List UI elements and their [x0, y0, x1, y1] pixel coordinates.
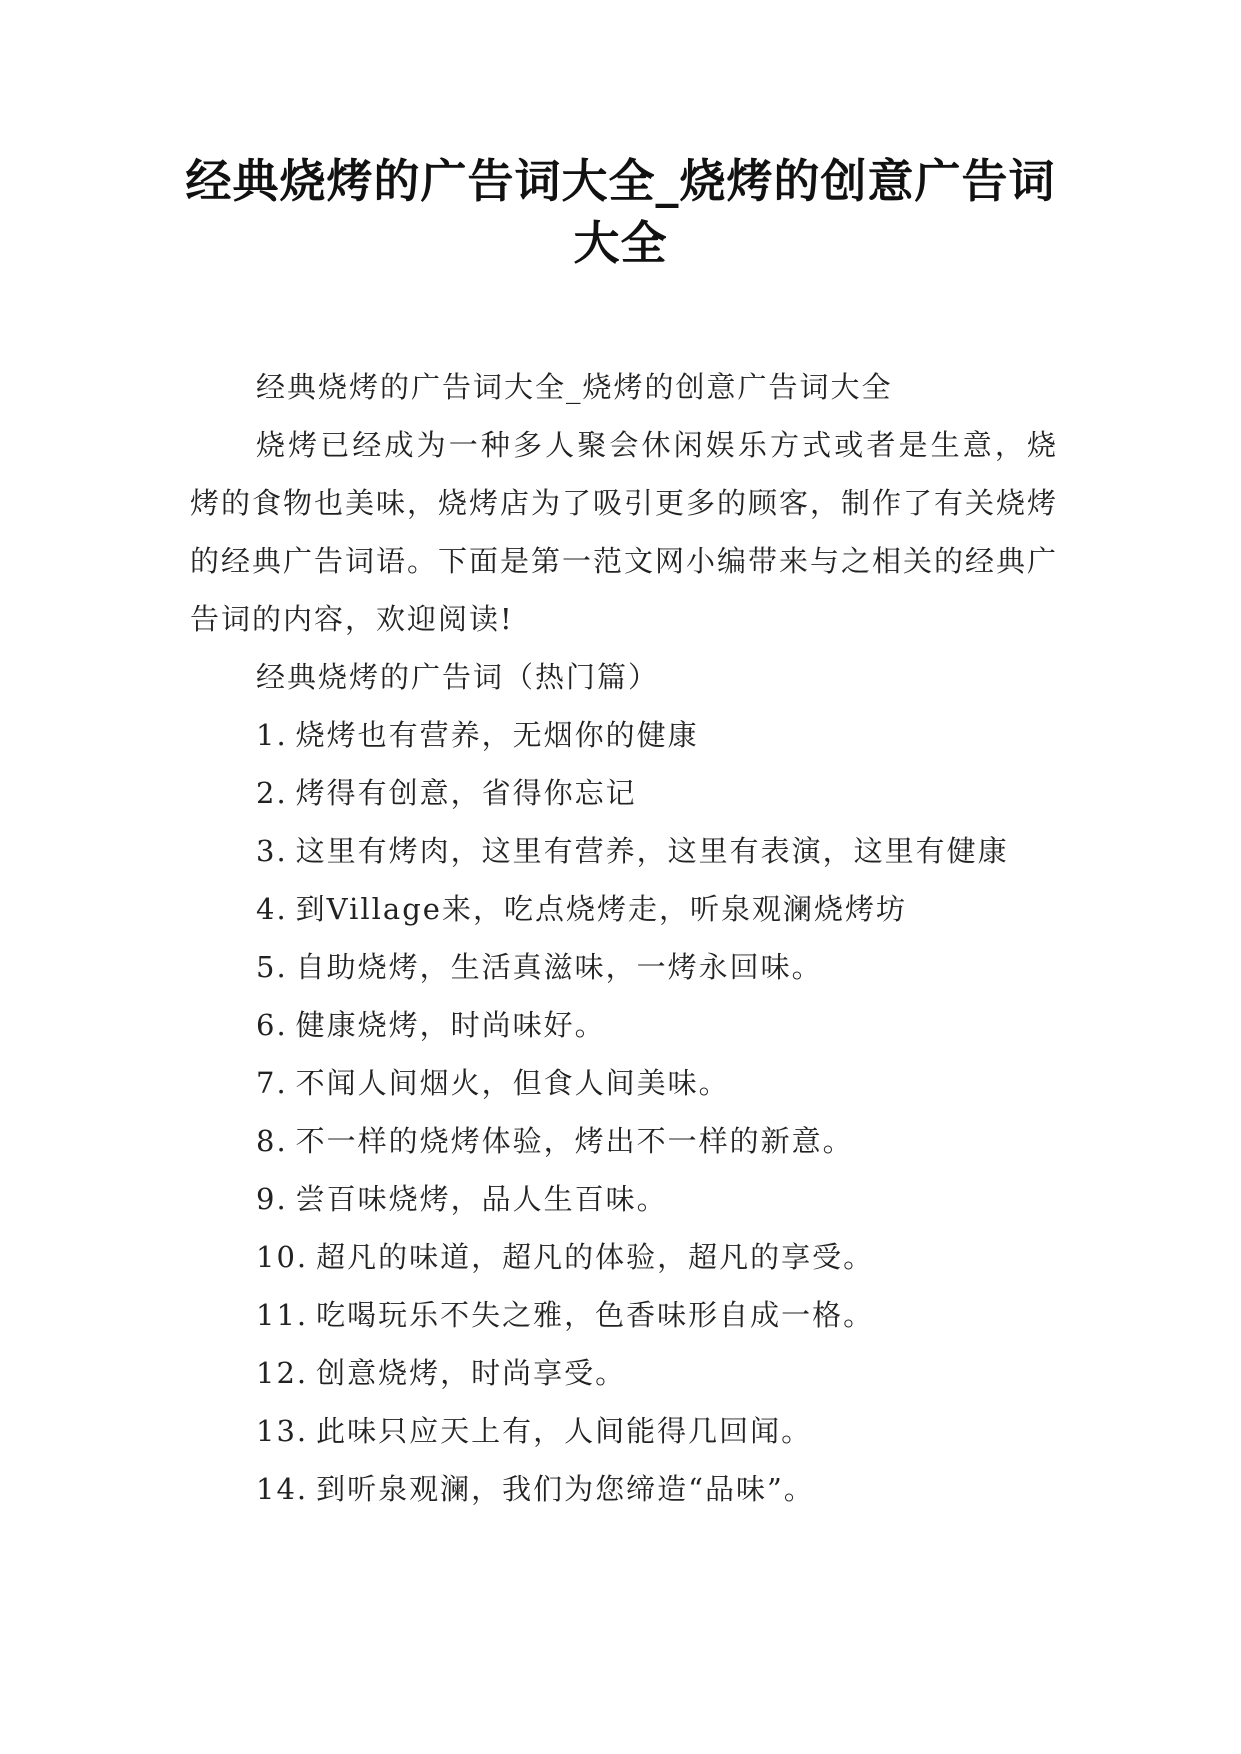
list-item: [190, 1170, 1058, 1228]
list-item-number: 9.: [256, 1182, 288, 1216]
list-item-number: 14.: [256, 1472, 309, 1506]
list-item-number: 8.: [256, 1124, 288, 1158]
list-item-text: 到Village来，吃点烧烤走，听泉观澜烧烤坊: [295, 892, 907, 926]
list-item-text: 超凡的味道，超凡的体验，超凡的享受。: [316, 1240, 875, 1274]
list-item-text: 到听泉观澜，我们为您缔造“品味”。: [316, 1472, 815, 1506]
list-item-text: 尝百味烧烤，品人生百味。: [295, 1182, 668, 1216]
list-item: [190, 1054, 1058, 1112]
list-item-number: 5.: [256, 950, 288, 984]
document-title: [150, 150, 1091, 274]
list-item: [190, 1112, 1058, 1170]
list-item: [190, 1228, 1058, 1286]
list-item: [190, 1402, 1058, 1460]
list-item: [190, 764, 1058, 822]
section-heading: 经典烧烤的广告词（热门篇）: [256, 660, 660, 694]
list-item-number: 10.: [256, 1240, 309, 1274]
list-item: [190, 938, 1058, 996]
document-title-line-2: 大全: [573, 216, 668, 270]
list-item-text: 不闻人间烟火，但食人间美味。: [295, 1066, 730, 1100]
list-item: [190, 996, 1058, 1054]
list-item-number: 1.: [256, 718, 288, 752]
list-item-text: 健康烧烤，时尚味好。: [295, 1008, 606, 1042]
list-item-text: 自助烧烤，生活真滋味，一烤永回味。: [295, 950, 823, 984]
list-item: [190, 822, 1058, 880]
document-body: [190, 358, 1058, 1518]
list-item-number: 3.: [256, 834, 288, 868]
list-item-number: 4.: [256, 892, 288, 926]
list-item-number: 11.: [256, 1298, 309, 1332]
list-item-text: 此味只应天上有，人间能得几回闻。: [316, 1414, 813, 1448]
list-item-text: 不一样的烧烤体验，烤出不一样的新意。: [295, 1124, 854, 1158]
list-item: [190, 1286, 1058, 1344]
list-item-number: 2.: [256, 776, 288, 810]
subtitle-paragraph: 经典烧烤的广告词大全_烧烤的创意广告词大全: [256, 370, 893, 404]
list-item-number: 13.: [256, 1414, 309, 1448]
list-item-number: 7.: [256, 1066, 288, 1100]
list-item: [190, 1344, 1058, 1402]
list-item-text: 烧烤也有营养，无烟你的健康: [295, 718, 699, 752]
list-item-number: 6.: [256, 1008, 288, 1042]
list-item: [190, 706, 1058, 764]
list-item: [190, 1460, 1058, 1518]
document-title-line-1: 经典烧烤的广告词大全_烧烤的创意广告词: [185, 154, 1056, 208]
list-item: [190, 880, 1058, 938]
list-item-text: 吃喝玩乐不失之雅，色香味形自成一格。: [316, 1298, 875, 1332]
list-item-text: 烤得有创意，省得你忘记: [295, 776, 637, 810]
list-item-text: 这里有烤肉，这里有营养，这里有表演，这里有健康: [295, 834, 1009, 868]
list-item-number: 12.: [256, 1356, 309, 1390]
list-item-text: 创意烧烤，时尚享受。: [316, 1356, 627, 1390]
intro-paragraph: 烧烤已经成为一种多人聚会休闲娱乐方式或者是生意，烧烤的食物也美味，烧烤店为了吸引更多的顾客，制作了有关烧烤的经典广告词语。下面是第一范文网小编带来与之相关的经典广告词的内容，欢迎阅读!: [190, 428, 1059, 636]
